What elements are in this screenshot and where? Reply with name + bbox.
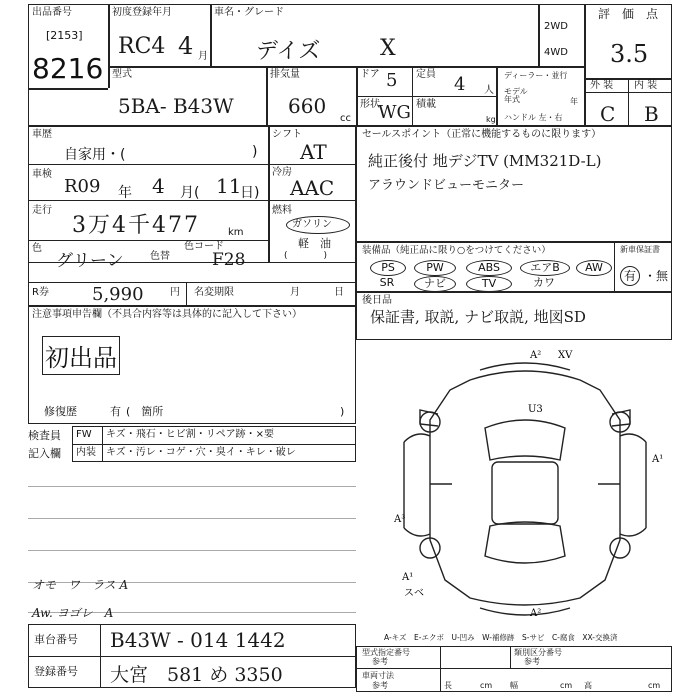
warranty-no: ・無 (644, 269, 669, 283)
equipment-item: ナビ (414, 276, 456, 292)
repair-place: ( 箇所 (126, 405, 164, 418)
warranty-yes: 有 (624, 269, 637, 283)
shift-value: AT (300, 140, 327, 164)
type-spec-ref: 参考 (372, 657, 388, 666)
equipment-item: カワ (533, 276, 555, 289)
equipment-item: AW (576, 260, 612, 276)
persons-unit: 人 (484, 85, 494, 96)
damage-mark: A¹ (402, 572, 414, 583)
lot-number: 8216 (32, 52, 104, 85)
name-change-day: 日 (334, 287, 344, 298)
displacement-label: 排気量 (270, 69, 300, 80)
ac-value: AAC (290, 176, 335, 200)
yen-unit: 円 (170, 287, 180, 298)
handle-label: ハンドル 左・右 (504, 113, 563, 122)
length-label: 車両寸法 (362, 671, 394, 680)
fw-text: キズ・飛石・ヒビ割・リペア跡・×要 (106, 429, 274, 440)
sales-line1: 純正後付 地デジTV (MM321D-L) (368, 152, 602, 170)
km-unit: km (228, 227, 244, 238)
equipment-item: PS (370, 260, 406, 276)
fuel-paren: ( ) (284, 251, 328, 261)
shift-label: シフト (272, 129, 302, 140)
damage-mark: A¹ (652, 454, 664, 465)
inspection-value: R09 (64, 176, 101, 197)
inspection-label: 車検 (32, 169, 52, 180)
inspection-year: 年 (118, 185, 132, 201)
first-reg-month: 4 (178, 32, 194, 60)
name-grade-label: 車名・グレード (214, 7, 284, 18)
width-w: 幅 (510, 681, 518, 690)
damage-mark: A² (530, 350, 542, 361)
sales-label: セールスポイント（正常に機能するものに限ります） (362, 129, 602, 140)
warranty-label: 新車保証書 (620, 245, 660, 254)
repair-label: 修復歴 (44, 405, 77, 418)
interior-grade: B (644, 102, 659, 126)
lot-label: 出品番号 (32, 7, 72, 18)
chassis-value: B43W - 014 1442 (110, 628, 286, 652)
equipment-item: ABS (466, 260, 512, 276)
fuel-label: 燃料 (272, 205, 292, 216)
inspection-day: 11 (216, 174, 242, 198)
extras-label: 後日品 (362, 295, 392, 306)
note-line1: オモ ワ ラス A (32, 578, 129, 592)
notes-value: 初出品 (42, 336, 120, 375)
shape-label: 形状 (360, 99, 380, 110)
length-l: 長 (444, 681, 452, 690)
equipment-item: TV (466, 276, 512, 292)
damage-mark: スベ (404, 588, 424, 599)
equipment-label: 装備品（純正品に限り○をつけてください） (362, 245, 551, 256)
history-close: ) (252, 144, 258, 160)
note-line2: Aw. ヨゴレ A (32, 606, 114, 620)
capacity-label: 定員 (416, 69, 436, 80)
damage-mark: U3 (528, 404, 543, 415)
inspector-label: 検査員 (28, 429, 61, 442)
mileage-label: 走行 (32, 205, 52, 216)
first-reg-label: 初度登録年月 (112, 7, 172, 18)
sales-line2: アラウンドビューモニター (368, 178, 525, 193)
name-change-month: 月 (290, 287, 300, 298)
damage-legend: A-キズ E-エクボ U-凹み W-補修跡 S-サビ C-腐食 XX-交換済 (384, 633, 618, 642)
color-code-label: 色コード (184, 241, 224, 252)
interior-label: 内 装 (634, 80, 658, 91)
doors-value: 5 (386, 70, 398, 91)
recycle-value: 5,990 (92, 284, 144, 305)
extras-value: 保証書, 取説, ナビ取説, 地図SD (370, 308, 586, 326)
interior-insp-label: 内装 (76, 447, 96, 458)
history-label: 車歴 (32, 129, 52, 140)
dealer-label: ディーラー・並行 (504, 71, 568, 80)
twowd-label: 2WD (544, 21, 568, 32)
rating-label: 評 価 点 (598, 7, 659, 21)
ac-label: 冷房 (272, 167, 292, 178)
lot-code: [2153] (46, 29, 83, 42)
cc-unit: cc (340, 113, 351, 124)
length-l-cm: cm (480, 681, 493, 690)
writer-label: 記入欄 (28, 447, 61, 460)
shape-value: WG (378, 102, 411, 123)
color-code-value: F28 (212, 250, 246, 270)
name-change-label: 名変期限 (194, 287, 234, 298)
damage-mark: A² (530, 608, 542, 619)
history-value: 自家用・( (64, 147, 126, 163)
category-ref: 参考 (524, 657, 540, 666)
recycle-label: R券 (32, 287, 49, 298)
model-label: 型式 (112, 69, 132, 80)
repair-yes: 有 (110, 405, 121, 418)
first-reg-era: RC4 (118, 34, 166, 59)
fuel-gas: ガソリン (292, 219, 332, 230)
inspection-month: 4 (152, 174, 165, 198)
inspection-month-unit: 月( (180, 185, 200, 201)
month-suffix: 月 (198, 51, 208, 62)
notes-label: 注意事項申告欄（不具合内容等は具体的に記入して下さい） (32, 309, 302, 320)
kg-unit: kg (486, 115, 496, 124)
rating-value: 3.5 (610, 40, 649, 68)
equipment-item: エアB (520, 260, 570, 276)
color-no-label: 色替 (150, 251, 170, 262)
displacement-value: 660 (288, 94, 327, 118)
plate-label: 登録番号 (34, 665, 78, 678)
car-damage-diagram (380, 350, 670, 630)
height-h-cm: cm (648, 681, 661, 690)
nen-unit: 年 (570, 97, 578, 106)
model-value: 5BA- B43W (118, 94, 234, 118)
repair-close: ) (340, 405, 345, 418)
doors-label: ドア (360, 69, 380, 80)
interior-insp-text: キズ・汚レ・コゲ・穴・臭イ・キレ・破レ (106, 447, 296, 458)
category-label: 類別区分番号 (514, 648, 562, 657)
equipment-item: PW (414, 260, 456, 276)
car-name: デイズ (256, 39, 321, 64)
fw-label: FW (76, 429, 92, 440)
fuel-diesel: 軽 油 (298, 237, 331, 250)
damage-mark: A³ (394, 514, 406, 525)
width-w-cm: cm (560, 681, 573, 690)
exterior-label: 外 装 (590, 80, 614, 91)
inspection-day-unit: 日) (240, 185, 260, 201)
load-label: 積載 (416, 99, 436, 110)
chassis-label: 車台番号 (34, 633, 78, 646)
color-value: グリーン (56, 251, 124, 271)
damage-mark: XV (558, 350, 573, 361)
car-grade: X (380, 36, 396, 61)
length-ref: 参考 (372, 681, 388, 690)
fourwd-label: 4WD (544, 47, 568, 58)
model-year-label: モデル年式 (504, 87, 528, 104)
type-spec-label: 型式指定番号 (362, 648, 410, 657)
equipment-item: SR (379, 276, 395, 289)
capacity-value: 4 (454, 74, 466, 95)
plate-value: 大宮 581 め 3350 (110, 664, 283, 686)
exterior-grade: C (600, 102, 616, 126)
height-h: 高 (584, 681, 592, 690)
mileage-value: 3万4千477 (72, 213, 200, 238)
color-label: 色 (32, 243, 42, 254)
